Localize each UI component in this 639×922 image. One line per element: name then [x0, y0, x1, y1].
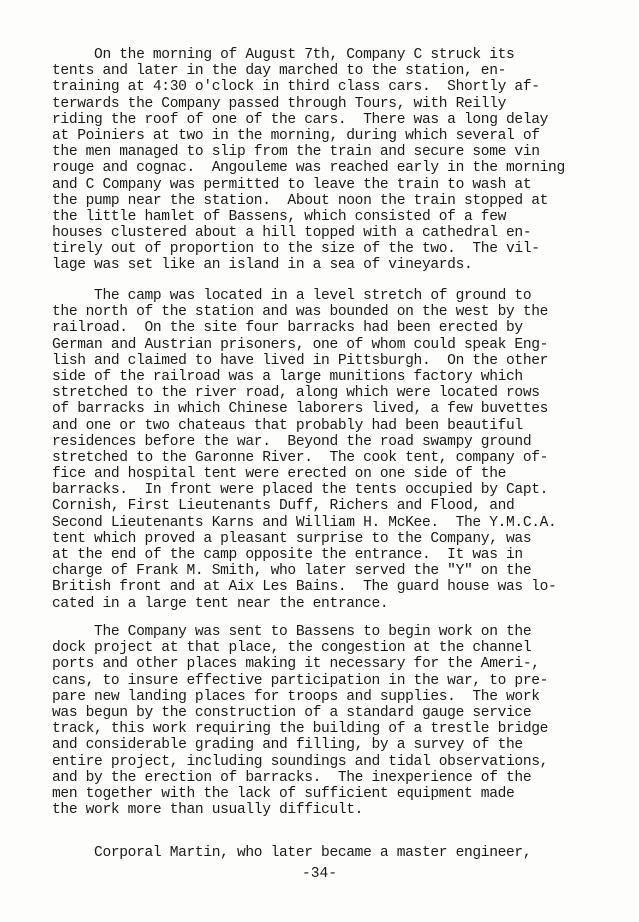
text-line: cans, to insure effective participation in the war, to pre- — [52, 672, 549, 689]
text-line: stretched to the Garonne River. The cook tent, company of- — [52, 449, 549, 466]
text-line: tirely out of proportion to the size of the two. The vil- — [52, 241, 540, 258]
text-line: residences before the war. Beyond the road swampy ground — [52, 433, 532, 450]
text-line: at the end of the camp opposite the entrance. It was in — [52, 547, 523, 563]
text-line: at Poiniers at two in the morning, during which several of — [52, 127, 540, 144]
text-line: houses clustered about a hill topped with a cathedral en- — [52, 225, 532, 242]
text-line: lage was set like an island in a sea of vineyards. — [52, 257, 473, 274]
text-line: cated in a large tent near the entrance. — [52, 595, 389, 612]
paragraph-1 — [52, 47, 612, 274]
text-line: stretched to the river road, along which were located rows — [52, 385, 540, 402]
text-line: the little hamlet of Bassens, which consisted of a few — [52, 208, 507, 225]
text-line: side of the railroad was a large munitions factory which — [52, 368, 523, 385]
text-line: Cornish, First Lieutenants Duff, Richers and Flood, and — [52, 498, 515, 515]
text-line: entire project, including soundings and tidal observations, — [52, 753, 549, 770]
text-line: terwards the Company passed through Tours, with Reilly — [52, 95, 507, 112]
text-line: the work more than usually difficult. — [52, 802, 364, 819]
text-line: and C Company was permitted to leave the train to wash at — [52, 176, 532, 193]
text-line: barracks. In front were placed the tents occupied by Capt. — [52, 482, 549, 499]
text-line: The camp was located in a level stretch of ground to — [52, 288, 532, 304]
text-line: and one or two chateaus that probably had been beautiful — [52, 417, 523, 434]
text-line: On the morning of August 7th, Company C struck its — [52, 47, 515, 63]
text-line: dock project at that place, the congestion at the channel — [52, 640, 532, 657]
text-line: training at 4:30 o'clock in third class cars. Shortly af- — [52, 79, 540, 96]
paragraph-2 — [52, 288, 612, 612]
text-line: riding the roof of one of the cars. There was a long delay — [52, 111, 549, 128]
paragraph-4 — [52, 845, 612, 861]
text-line: was begun by the construction of a standard gauge service — [52, 704, 532, 721]
text-line: The Company was sent to Bassens to begin work on the — [52, 624, 532, 640]
text-line: men together with the lack of sufficient equipment made — [52, 785, 515, 802]
text-line: the pump near the station. About noon the train stopped at — [52, 192, 549, 209]
text-line: ports and other places making it necessary for the Ameri-, — [52, 656, 540, 673]
text-line: of barracks in which Chinese laborers lived, a few buvettes — [52, 401, 549, 418]
text-line: and by the erection of barracks. The inexperience of the — [52, 769, 532, 786]
page-number: -34- — [301, 866, 338, 882]
text-line: Corporal Martin, who later became a master engineer, — [52, 845, 532, 861]
paragraph-3 — [52, 624, 612, 818]
text-line: and considerable grading and filling, by a survey of the — [52, 737, 523, 754]
text-line: lish and claimed to have lived in Pittsburgh. On the other — [52, 352, 549, 369]
text-line: fice and hospital tent were erected on one side of the — [52, 466, 507, 483]
text-line: pare new landing places for troops and supplies. The work — [52, 688, 540, 705]
text-line: charge of Frank M. Smith, who later served the "Y" on the — [52, 563, 532, 580]
text-line: the north of the station and was bounded on the west by the — [52, 304, 549, 321]
text-line: railroad. On the site four barracks had been erected by — [52, 320, 523, 337]
text-line: British front and at Aix Les Bains. The guard house was lo- — [52, 579, 557, 596]
text-line: the men managed to slip from the train and secure some vin — [52, 144, 540, 161]
text-line: tent which proved a pleasant surprise to the Company, was — [52, 530, 532, 547]
text-line: track, this work requiring the building of a trestle bridge — [52, 721, 549, 738]
text-line: German and Austrian prisoners, one of whom could speak Eng- — [52, 336, 549, 353]
text-line: Second Lieutenants Karns and William H. McKee. The Y.M.C.A. — [52, 514, 557, 531]
text-line: rouge and cognac. Angouleme was reached early in the morning — [52, 160, 565, 177]
text-line: tents and later in the day marched to the station, en- — [52, 63, 507, 80]
